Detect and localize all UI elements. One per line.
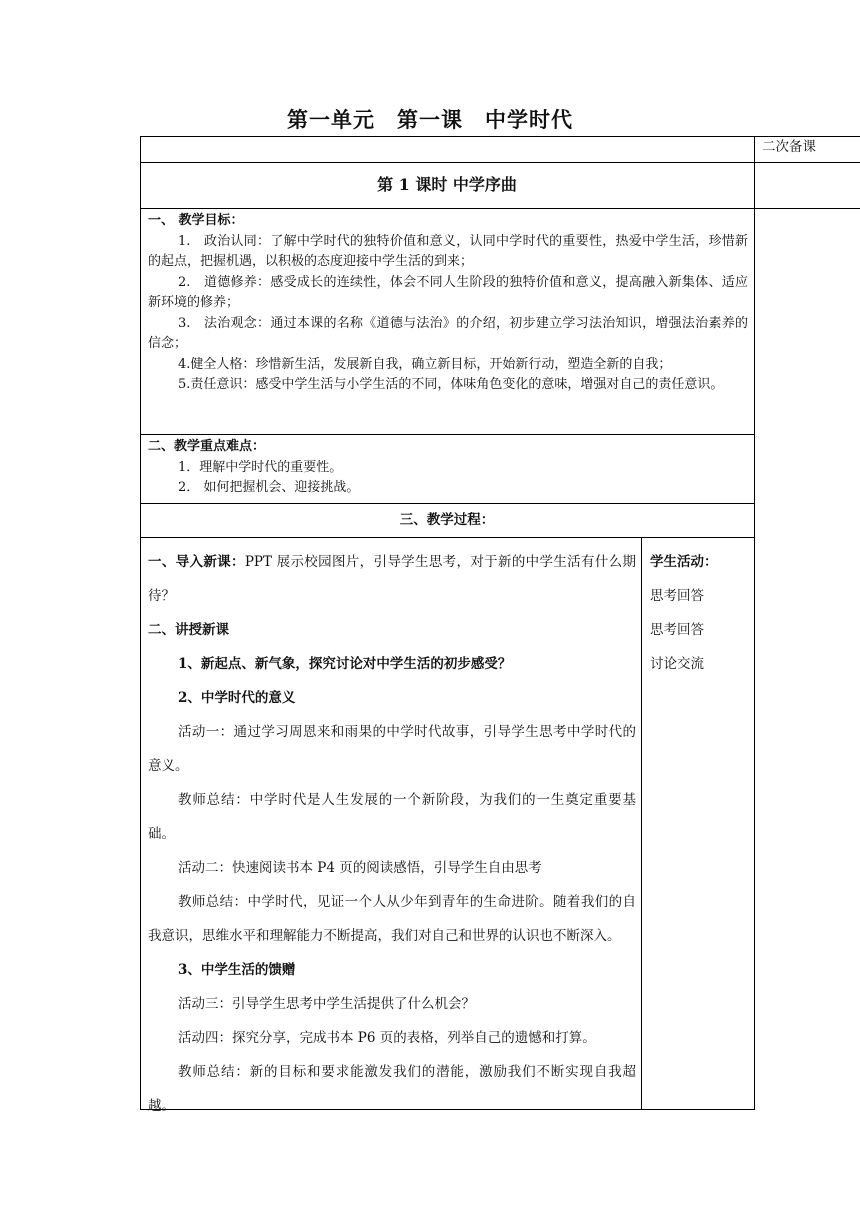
section-heading: 2、中学时代的意义 (178, 690, 296, 706)
page-title: 第一单元 第一课 中学时代 (287, 107, 573, 132)
objective-item: 5.责任意识：感受中学生活与小学生活的不同，体味角色变化的意味，增强对自己的责任意识。 (178, 377, 724, 392)
lesson-title: 第 1 课时 中学序曲 (377, 175, 517, 194)
objective-item: 1. 政治认同：了解中学时代的独特价值和意义，认同中学时代的重要性，热爱中学生活，珍惜新的起点，把握机遇，以积极的态度迎接中学生活的到来； (148, 233, 748, 269)
intro-text: PPT 展示校园图片，引导学生思考，对于新的中学生活有什么期待？ (148, 554, 636, 604)
objectives-heading: 一、 教学目标： (148, 213, 244, 228)
section-heading: 1、新起点、新气象，探究讨论对中学生活的初步感受？ (178, 656, 512, 672)
teaching-process (148, 545, 636, 1123)
objective-item: 3. 法治观念：通过本课的名称《道德与法治》的介绍，初步建立学习法治知识，增强法治素养的信念； (148, 315, 748, 351)
student-activity-heading: 学生活动： (650, 554, 718, 570)
summary-text: 教师总结：新的目标和要求能激发我们的潜能，激励我们不断实现自我超越。 (148, 1064, 636, 1114)
key-point-item: 2． 如何把握机会、迎接挑战。 (178, 480, 360, 495)
new-lesson-heading: 二、讲授新课 (148, 622, 229, 638)
revision-label: 二次备课 (762, 139, 816, 155)
student-activity (650, 545, 718, 681)
activity-text: 活动四：探究分享，完成书本 P6 页的表格，列举自己的遗憾和打算。 (178, 1030, 596, 1046)
key-points-heading: 二、教学重点难点： (148, 439, 266, 454)
process-heading: 三、教学过程： (399, 512, 495, 528)
student-activity-item: 讨论交流 (650, 656, 704, 672)
key-points (148, 437, 748, 499)
summary-text: 教师总结：中学时代，见证一个人从少年到青年的生命进阶。随着我们的自我意识，思维水平和理解能力不断提高，我们对自己和世界的认识也不断深入。 (148, 894, 636, 944)
teaching-objectives (148, 211, 748, 396)
objective-item: 4.健全人格：珍惜新生活，发展新自我，确立新目标，开始新行动，塑造全新的自我； (178, 356, 672, 372)
activity-text: 活动二：快速阅读书本 P4 页的阅读感悟，引导学生自由思考 (178, 860, 542, 876)
student-activity-item: 思考回答 (650, 588, 704, 604)
activity-text: 活动一：通过学习周恩来和雨果的中学时代故事，引导学生思考中学时代的意义。 (148, 724, 636, 774)
intro-label: 一、导入新课： (148, 554, 245, 570)
student-activity-item: 思考回答 (650, 622, 704, 638)
summary-text: 教师总结：中学时代是人生发展的一个新阶段，为我们的一生奠定重要基础。 (148, 792, 636, 842)
key-point-item: 1．理解中学时代的重要性。 (178, 459, 343, 475)
objective-item: 2. 道德修养：感受成长的连续性，体会不同人生阶段的独特价值和意义，提高融入新集体、适应新环境的修养； (148, 274, 748, 310)
activity-text: 活动三：引导学生思考中学生活提供了什么机会？ (178, 996, 475, 1012)
section-heading: 3、中学生活的馈赠 (178, 962, 296, 978)
